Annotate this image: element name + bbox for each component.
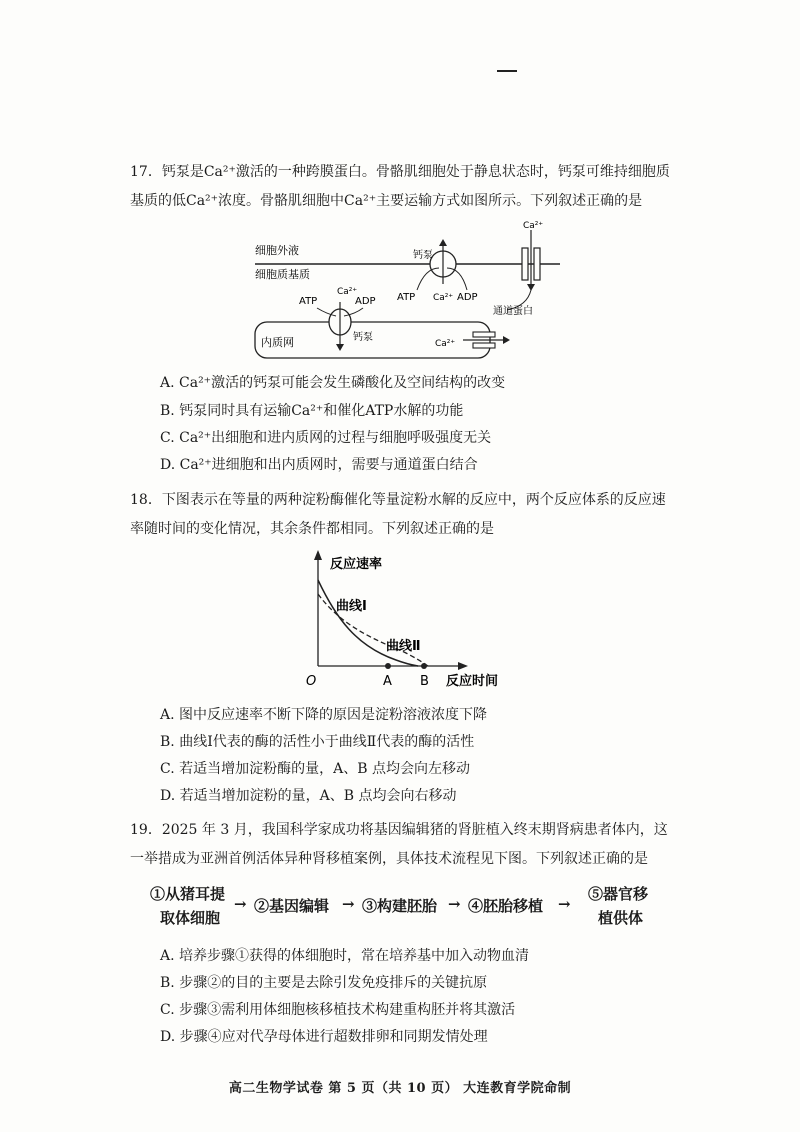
- flow-step-1-line2: 取体细胞: [160, 909, 221, 927]
- adp-label-top: ADP: [457, 292, 478, 303]
- point-b-label: B: [420, 674, 429, 689]
- membrane-pump-label: 钙泵: [413, 250, 433, 261]
- er-calcium-pump: [317, 302, 363, 351]
- atp-label-er: ATP: [299, 296, 318, 307]
- origin-label: O: [306, 674, 317, 689]
- er-channel: [463, 332, 510, 348]
- flow-step-3: ③构建胚胎: [362, 897, 438, 915]
- calcium-transport-diagram: [245, 218, 565, 363]
- q18-option-a: A. 图中反应速率不断下降的原因是淀粉溶液浓度下降: [160, 707, 488, 723]
- curve-2-label: 曲线Ⅱ: [386, 639, 421, 654]
- point-a-label: A: [383, 674, 392, 689]
- adp-label-er: ADP: [355, 296, 376, 307]
- q18-option-c: C. 若适当增加淀粉酶的量，A、B 点均会向左移动: [160, 761, 470, 777]
- q18-option-b: B. 曲线Ⅰ代表的酶的活性小于曲线Ⅱ代表的酶的活性: [160, 734, 475, 750]
- flow-step-5-line2: 植供体: [598, 909, 644, 927]
- x-axis-arrow: [458, 662, 468, 670]
- point-b-marker: [421, 663, 427, 669]
- ca-label-channel: Ca²⁺: [523, 221, 544, 231]
- flow-step-4: ④胚胎移植: [468, 897, 544, 915]
- technique-flowchart: [150, 883, 710, 933]
- flow-arrow-3: →: [448, 895, 461, 913]
- curve-1-label: 曲线Ⅰ: [336, 599, 367, 614]
- q17-option-a: A. Ca²⁺激活的钙泵可能会发生磷酸化及空间结构的改变: [160, 375, 506, 391]
- question-18-stem: 18．下图表示在等量的两种淀粉酶催化等量淀粉水解的反应中，两个反应体系的反应速率随时间的变化情况，其余条件都相同。下列叙述正确的是: [130, 492, 666, 537]
- q17-option-d: D. Ca²⁺进细胞和出内质网时，需要与通道蛋白结合: [160, 457, 478, 473]
- q19-option-c: C. 步骤③需利用体细胞核移植技术构建重构胚并将其激活: [160, 1002, 516, 1018]
- outside-label: 细胞外液: [255, 244, 299, 257]
- er-label: 内质网: [261, 336, 294, 349]
- x-axis-label: 反应时间: [446, 674, 499, 689]
- flow-step-2: ②基因编辑: [254, 897, 330, 915]
- flow-step-1-line1: ①从猪耳提: [150, 885, 226, 903]
- y-axis-arrow: [314, 550, 322, 560]
- flow-step-5-line1: ⑤器官移: [588, 885, 649, 903]
- flow-arrow-4: →: [558, 895, 571, 913]
- atp-label-top: ATP: [397, 292, 416, 303]
- y-axis-label: 反应速率: [330, 557, 383, 572]
- ca-label-top: Ca²⁺: [433, 293, 454, 303]
- question-19-stem: 19．2025 年 3 月，我国科学家成功将基因编辑猪的肾脏植入终末期肾病患者体内，这一举措成为亚洲首例活体异种肾移植案例，具体技术流程见下图。下列叙述正确的是: [130, 822, 668, 867]
- flow-arrow-2: →: [342, 895, 355, 913]
- top-mark: [497, 70, 517, 72]
- curve-2: [318, 594, 428, 666]
- q19-option-d: D. 步骤④应对代孕母体进行超数排卵和同期发情处理: [160, 1029, 488, 1045]
- cytosol-label: 细胞质基质: [255, 268, 310, 281]
- ca-label-er: Ca²⁺: [337, 287, 358, 297]
- question-17-stem: 17．钙泵是Ca²⁺激活的一种跨膜蛋白。骨骼肌细胞处于静息状态时，钙泵可维持细胞质基质的低Ca²⁺浓度。骨骼肌细胞中Ca²⁺主要运输方式如图所示。下列叙述正确的是: [130, 164, 670, 209]
- channel-label: 通道蛋白: [493, 306, 533, 317]
- ca-label-er-channel: Ca²⁺: [435, 339, 456, 349]
- flow-arrow-1: →: [234, 895, 247, 913]
- page-footer: 高二生物学试卷 第 5 页（共 10 页） 大连教育学院命制: [228, 1081, 572, 1096]
- q19-option-a: A. 培养步骤①获得的体细胞时，常在培养基中加入动物血清: [160, 948, 530, 964]
- membrane-channel: [507, 230, 540, 310]
- q17-option-b: B. 钙泵同时具有运输Ca²⁺和催化ATP水解的功能: [160, 403, 464, 419]
- er-pump-label: 钙泵: [353, 332, 373, 343]
- q19-option-b: B. 步骤②的目的主要是去除引发免疫排斥的关键抗原: [160, 975, 488, 991]
- reaction-rate-chart: [300, 548, 510, 690]
- q17-option-c: C. Ca²⁺出细胞和进内质网的过程与细胞呼吸强度无关: [160, 430, 492, 446]
- q18-option-d: D. 若适当增加淀粉的量，A、B 点均会向右移动: [160, 788, 457, 804]
- point-a-marker: [385, 663, 391, 669]
